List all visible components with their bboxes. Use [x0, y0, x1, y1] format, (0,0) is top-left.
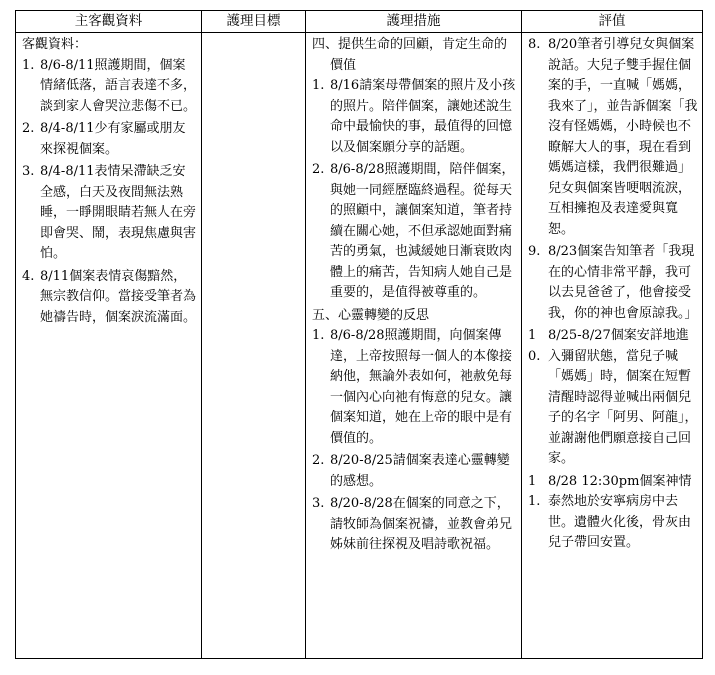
- section4-item-text: 8/6-8/28照護期間，陪伴個案，與她一同經歷臨終過程。從每天的照顧中，讓個案知道，筆者持續在關心她，不但承認她面對痛苦的勇氣，也減緩她日漸衰敗肉體上的痛苦，告知病人她自己是重要的，是值得被尊重的。: [330, 162, 515, 300]
- objective-data-list: [22, 56, 197, 329]
- section5-item: [312, 494, 517, 556]
- objective-data-item-text: 8/4-8/11少有家屬或朋友來探視個案。: [40, 121, 186, 157]
- section5-list: [312, 326, 517, 556]
- evaluation-list: [528, 35, 698, 554]
- data-cell: [16, 33, 202, 659]
- header-goal: 護理目標: [202, 11, 306, 33]
- section5-item-number: 2.: [312, 453, 325, 468]
- evaluation-item-number: 11.: [528, 473, 541, 509]
- evaluation-cell: [522, 33, 703, 659]
- section4-item: [312, 76, 517, 158]
- objective-data-item: [22, 267, 197, 329]
- care-plan-table: [15, 10, 703, 659]
- objective-data-item: [22, 56, 197, 118]
- objective-data-item-text: 8/11個案表情哀傷黯然，無宗教信仰。當接受筆者為她禱告時，個案淚流滿面。: [40, 268, 197, 325]
- section4-item-text: 8/16請案母帶個案的照片及小孩的照片。陪伴個案，讓她述說生命中最愉快的事，最值得的回憶以及個案願分享的話題。: [330, 78, 516, 155]
- section5-item: [312, 451, 517, 492]
- section5-item-text: 8/6-8/28照護期間，向個案傳達，上帝按照每一個人的本像接納他，無論外表如何，祂赦免每一個內心向祂有悔意的兒女。讓個案知道，她在上帝的眼中是有價值的。: [330, 328, 513, 446]
- header-evaluation: 評值: [522, 11, 703, 33]
- objective-data-item: [22, 162, 197, 265]
- section5-item-number: 1.: [312, 328, 325, 343]
- section5-item-text: 8/20-8/28在個案的同意之下，請牧師為個案祝禱，並教會弟兄姊妹前往探視及唱詩歌祝福。: [330, 496, 513, 552]
- section4-item-number: 2.: [312, 162, 325, 177]
- evaluation-item-number: 9.: [528, 244, 541, 259]
- evaluation-item: [528, 242, 698, 324]
- section4-item: [312, 160, 517, 304]
- section5-item-text: 8/20-8/25請個案表達心靈轉變的感想。: [330, 453, 510, 489]
- section5-title: 五、心靈轉變的反思: [312, 307, 430, 323]
- objective-data-heading: 客觀資料：: [22, 37, 88, 52]
- header-data: 主客觀資料: [16, 11, 202, 33]
- objective-data-item-number: 2.: [22, 121, 35, 136]
- evaluation-item-text: 8/20筆者引導兒女與個案說話。大兒子雙手握住個案的手，一直喊「媽媽，我來了」，並告訴個案「我沒有怪媽媽，小時候也不瞭解大人的事，現在看到媽媽這樣，我們很難過」兒女與個案皆哽咽流淚，互相擁抱及表達愛與寬恕。: [548, 37, 698, 237]
- evaluation-item: [528, 326, 698, 470]
- objective-data-item-number: 3.: [22, 164, 35, 179]
- objective-data-item: [22, 119, 197, 160]
- evaluation-item-text: 8/23個案告知筆者「我現在的心情非常平靜，我可以去見爸爸了，他會接受我，你的神也會原諒我。」: [548, 244, 698, 321]
- objective-data-item-number: 1.: [22, 57, 35, 73]
- section4-title: 四、提供生命的回顧，肯定生命的價值: [312, 37, 508, 73]
- objective-data-item-number: 4.: [22, 268, 35, 284]
- evaluation-item-number: 8.: [528, 37, 541, 52]
- evaluation-item-text: 8/25-8/27個案安詳地進入彌留狀態，當兒子喊「媽媽」時，個案在短暫清醒時認得並喊出兩個兒子的名字「阿男、阿龍」，並謝謝他們願意接自己回家。: [548, 328, 698, 466]
- evaluation-item-text: 8/28 12:30pm個案神情泰然地於安寧病房中去世。遺體火化後，骨灰由兒子帶回安置。: [548, 473, 692, 550]
- measures-cell: [306, 33, 522, 659]
- section5-item-number: 3.: [312, 496, 325, 511]
- header-row: [16, 11, 703, 33]
- section4-list: [312, 76, 517, 304]
- section5-item: [312, 326, 517, 449]
- section4-item-number: 1.: [312, 78, 325, 93]
- objective-data-item-text: 8/6-8/11照護期間，個案情緒低落，語言表達不多，談到家人會哭泣悲傷不已。: [40, 57, 197, 114]
- evaluation-item: [528, 472, 698, 554]
- evaluation-item: [528, 35, 698, 240]
- goal-cell: [202, 33, 306, 659]
- evaluation-item-number: 10.: [528, 328, 541, 364]
- content-row: [16, 33, 703, 659]
- objective-data-item-text: 8/4-8/11表情呆滯缺乏安全感，白天及夜間無法熟睡，一睜開眼睛若無人在旁即會哭、鬧，表現焦慮與害怕。: [40, 164, 197, 261]
- header-measures: 護理措施: [306, 11, 522, 33]
